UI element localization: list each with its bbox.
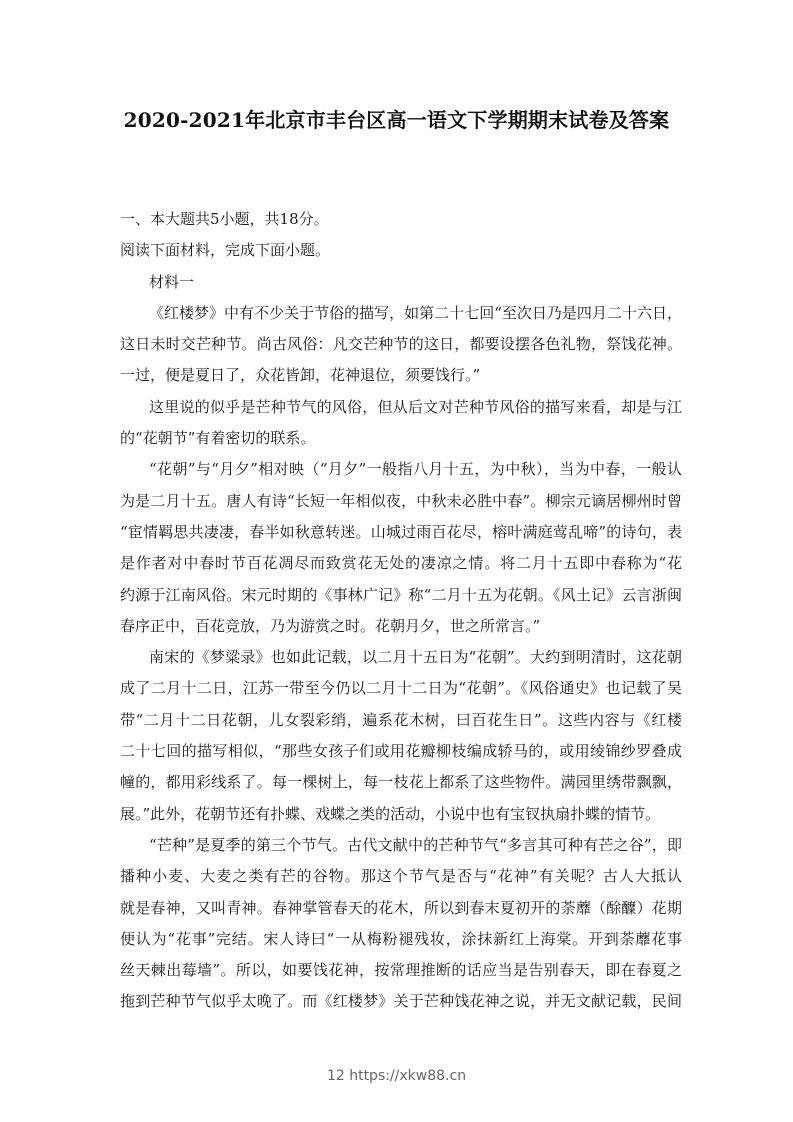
text-line: 一过，便是夏日了，众花皆卸，花神退位，须要饯行。” [120,366,481,385]
text-line: 这里说的似乎是芒种节气的风俗，但从后文对芒种节风俗的描写来看，却是与江 [149,397,682,416]
text-line: 便认为“花事”完结。宋人诗曰“一从梅粉褪残妆，涂抹新红上海棠。开到荼蘼花事 [120,929,682,948]
text-line: 《红楼梦》中有不少关于节俗的描写，如第二十七回“至次日乃是四月二十六日， [149,303,682,322]
text-line: 幢的，都用彩线系了。每一棵树上，每一枝花上都系了这些物件。满园里绣带飘飘， [120,773,682,792]
text-line: 一、本大题共5小题，共18分。 [120,210,329,228]
document-body [120,204,682,1018]
text-line: 展。”此外，花朝节还有扑蝶、戏蝶之类的活动，小说中也有宝钗执扇扑蝶的情节。 [120,804,661,823]
text-line: 丝天棘出莓墙”。所以，如要饯花神，按常理推断的话应当是告别春天，即在春夏之 [120,961,682,980]
text-line: 南宋的《梦粱录》也如此记载，以二月十五日为“花朝”。大约到明清时，这花朝 [149,648,682,667]
text-line: “芒种”是夏季的第三个节气。古代文献中的芒种节气“多言其可种有芒之谷”，即 [149,835,682,854]
text-line: 材料一 [149,272,195,291]
page-footer: 12 https://xkw88.cn [326,1068,467,1084]
text-line: “宦情羁思共凄凄，春半如秋意转迷。山城过雨百花尽，榕叶满庭莺乱啼”的诗句，表 [120,522,682,541]
text-line: 二十七回的描写相似，“那些女孩子们或用花瓣柳枝编成轿马的，或用绫锦纱罗叠成 [120,742,682,761]
text-line: 拖到芒种节气似乎太晚了。而《红楼梦》关于芒种饯花神之说，并无文献记载，民间 [120,992,682,1011]
text-line: 的“花朝节”有着密切的联系。 [120,429,316,448]
text-line: 春序正中，百花竞放，乃为游赏之时。花朝月夕，世之所常言。” [120,616,541,635]
text-line: 这日未时交芒种节。尚古风俗：凡交芒种节的这日，都要设摆各色礼物，祭饯花神。 [120,335,682,354]
text-line: 播种小麦、大麦之类有芒的谷物。那这个节气是否与“花神”有关呢？古人大抵认 [120,867,682,886]
text-line: 为是二月十五。唐人有诗“长短一年相似夜，中秋未必胜中春”。柳宗元谪居柳州时曾 [120,491,682,510]
text-line: 是作者对中春时节百花凋尽而致赏花无处的凄凉之情。将二月十五即中春称为“花 [120,554,682,573]
text-line: “花朝”与“月夕”相对映（“月夕”一般指八月十五，为中秋），当为中春，一般认 [149,460,682,479]
text-line: 就是春神，又叫青神。春神掌管春天的花木，所以到春末夏初开的荼蘼（酴醾）花期 [120,898,682,917]
text-line: 阅读下面材料，完成下面小题。 [120,241,331,260]
text-line: 成了二月十二日，江苏一带至今仍以二月十二日为“花朝”。《风俗通史》也记载了吴 [120,679,682,698]
text-line: 约源于江南风俗。宋元时期的《事林广记》称“二月十五为花朝。《风土记》云言浙闽 [120,585,682,604]
document-title: 2020-2021年北京市丰台区高一语文下学期期末试卷及答案 [123,108,670,132]
text-line: 带“二月十二日花朝，儿女裂彩绡，遍系花木树，曰百花生日”。这些内容与《红楼 [120,710,682,729]
